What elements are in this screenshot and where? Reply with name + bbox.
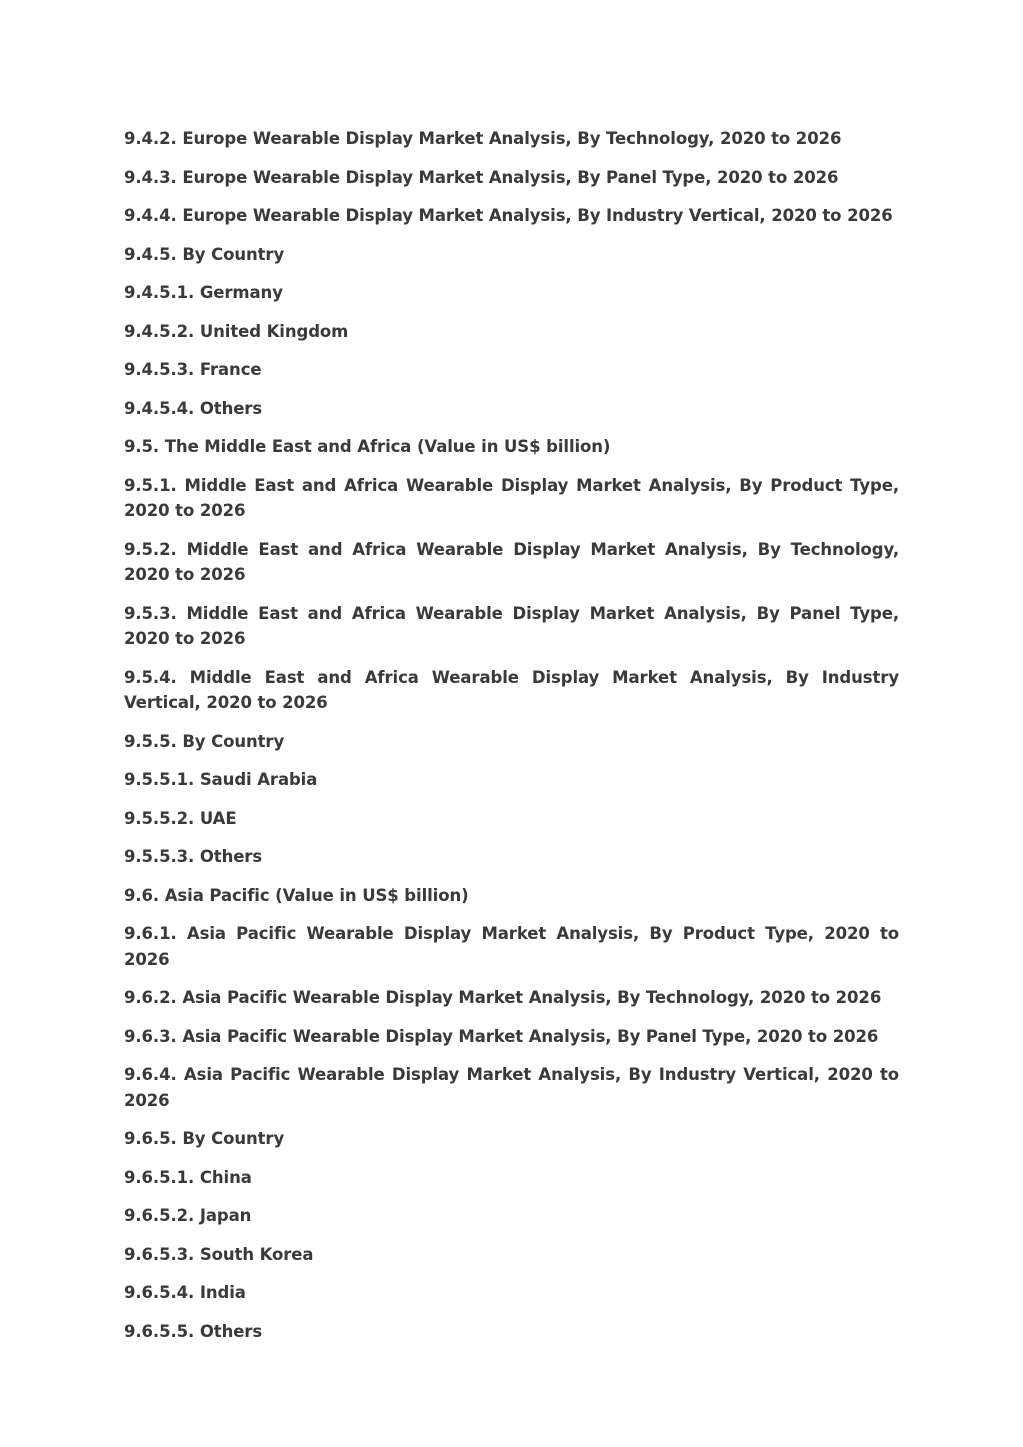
- toc-text: United Kingdom: [199, 321, 349, 341]
- toc-text: Germany: [199, 283, 283, 302]
- toc-text: South Korea: [199, 1244, 314, 1264]
- toc-number: 9.6.5.2.: [124, 1206, 195, 1225]
- toc-entry: [124, 1165, 899, 1191]
- toc-text: UAE: [199, 808, 237, 828]
- toc-number: 9.6.3.: [124, 1026, 177, 1046]
- toc-text: Europe Wearable Display Market Analysis, By Industry Vertical, 2020 to 2026: [182, 206, 893, 225]
- toc-text: Middle East and Africa Wearable Display Market Analysis, By Industry Vertical, 2020 to 2026: [124, 667, 899, 712]
- toc-number: 9.5.3.: [124, 603, 177, 623]
- toc-entry: [124, 434, 899, 460]
- toc-number: 9.4.2.: [124, 129, 177, 148]
- toc-entry: [124, 921, 899, 972]
- toc-number: 9.4.5.2.: [124, 321, 195, 341]
- toc-number: 9.6.4.: [124, 1065, 177, 1084]
- toc-text: Asia Pacific Wearable Display Market Analysis, By Technology, 2020 to 2026: [182, 988, 882, 1007]
- toc-number: 9.4.5.4.: [124, 398, 195, 418]
- toc-entry: [124, 396, 899, 422]
- toc-entry: [124, 985, 899, 1011]
- toc-entry: [124, 601, 899, 652]
- toc-text: The Middle East and Africa (Value in US$ billion): [164, 437, 611, 456]
- toc-text: By Country: [182, 731, 285, 751]
- toc-text: By Country: [182, 1129, 285, 1148]
- toc-entry: [124, 537, 899, 588]
- toc-number: 9.6.5.1.: [124, 1167, 195, 1187]
- toc-text: Others: [199, 398, 263, 418]
- toc-text: Japan: [199, 1206, 252, 1225]
- toc-text: France: [199, 360, 262, 379]
- toc-entry: [124, 165, 899, 191]
- toc-entry: [124, 242, 899, 268]
- toc-number: 9.6.5.4.: [124, 1283, 195, 1302]
- toc-number: 9.6.1.: [124, 924, 177, 943]
- toc-text: China: [199, 1167, 252, 1187]
- toc-text: Middle East and Africa Wearable Display Market Analysis, By Technology, 2020 to 2026: [124, 539, 899, 584]
- toc-text: Asia Pacific (Value in US$ billion): [164, 885, 469, 905]
- toc-text: Asia Pacific Wearable Display Market Analysis, By Industry Vertical, 2020 to 2026: [124, 1065, 899, 1110]
- toc-text: Others: [199, 847, 263, 866]
- toc-number: 9.5.2.: [124, 539, 177, 559]
- toc-text: Asia Pacific Wearable Display Market Analysis, By Product Type, 2020 to 2026: [124, 924, 899, 969]
- toc-number: 9.4.5.3.: [124, 360, 195, 379]
- toc-entry: [124, 883, 899, 909]
- toc-number: 9.5.5.1.: [124, 770, 195, 789]
- toc-number: 9.4.5.1.: [124, 283, 195, 302]
- toc-number: 9.6.2.: [124, 988, 177, 1007]
- toc-entry: [124, 665, 899, 716]
- toc-entry: [124, 729, 899, 755]
- toc-entry: [124, 126, 899, 152]
- toc-number: 9.5.5.2.: [124, 808, 195, 828]
- toc-number: 9.4.4.: [124, 206, 177, 225]
- toc-entry: [124, 1203, 899, 1229]
- toc-number: 9.5.5.: [124, 731, 177, 751]
- toc-number: 9.5.4.: [124, 667, 177, 687]
- toc-entry: [124, 1062, 899, 1113]
- toc-number: 9.6.5.: [124, 1129, 177, 1148]
- toc-text: Europe Wearable Display Market Analysis, By Panel Type, 2020 to 2026: [182, 167, 839, 187]
- toc-text: Asia Pacific Wearable Display Market Analysis, By Panel Type, 2020 to 2026: [182, 1026, 879, 1046]
- toc-entry: [124, 319, 899, 345]
- toc-entry: [124, 473, 899, 524]
- toc-entry: [124, 806, 899, 832]
- toc-text: Middle East and Africa Wearable Display Market Analysis, By Panel Type, 2020 to 2026: [124, 603, 899, 648]
- toc-entry: [124, 1024, 899, 1050]
- toc-text: India: [199, 1283, 246, 1302]
- toc-text: Others: [199, 1321, 263, 1341]
- toc-number: 9.4.3.: [124, 167, 177, 187]
- toc-entry: [124, 203, 899, 229]
- toc-entry: [124, 280, 899, 306]
- toc-number: 9.5.: [124, 437, 160, 456]
- toc-number: 9.5.1.: [124, 475, 177, 495]
- toc-text: Saudi Arabia: [199, 770, 318, 789]
- toc-number: 9.6.: [124, 885, 160, 905]
- toc-number: 9.5.5.3.: [124, 847, 195, 866]
- toc-number: 9.4.5.: [124, 244, 177, 264]
- toc-entry: [124, 767, 899, 793]
- toc-number: 9.6.5.3.: [124, 1244, 195, 1264]
- toc-text: Europe Wearable Display Market Analysis, By Technology, 2020 to 2026: [182, 129, 842, 148]
- toc-entry: [124, 1319, 899, 1345]
- toc-entry: [124, 1280, 899, 1306]
- table-of-contents: [124, 126, 899, 1357]
- toc-number: 9.6.5.5.: [124, 1321, 195, 1341]
- toc-entry: [124, 357, 899, 383]
- toc-entry: [124, 1242, 899, 1268]
- toc-entry: [124, 1126, 899, 1152]
- toc-entry: [124, 844, 899, 870]
- toc-text: By Country: [182, 244, 285, 264]
- toc-text: Middle East and Africa Wearable Display Market Analysis, By Product Type, 2020 to 2026: [124, 475, 899, 520]
